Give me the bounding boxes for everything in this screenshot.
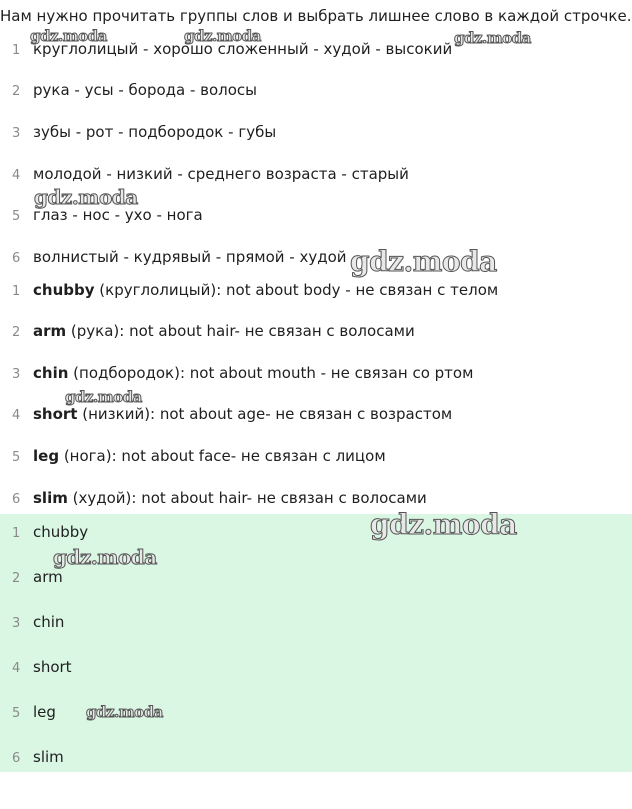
row-number: 4	[12, 168, 21, 183]
word-group-row	[12, 79, 257, 101]
odd-word: arm	[33, 322, 67, 340]
row-number: 3	[12, 126, 21, 141]
row-number: 4	[12, 661, 21, 676]
watermark: gdz.moda	[350, 245, 497, 278]
word-group-row	[12, 121, 276, 143]
word-group-text: глаз - нос - ухо - нога	[33, 206, 203, 224]
explanation-text: (круглолицый): not about body - не связан с телом	[94, 281, 499, 299]
explanation-text: (рука): not about hair- не связан с волосами	[66, 322, 415, 340]
odd-word: short	[33, 405, 78, 423]
odd-word: leg	[33, 447, 60, 465]
row-number: 5	[12, 706, 21, 721]
row-number: 6	[12, 251, 21, 266]
watermark: gdz.moda	[86, 703, 163, 721]
row-number: 3	[12, 367, 21, 382]
watermark: gdz.moda	[30, 27, 107, 45]
explanation-text: (подбородок): not about mouth - не связан со ртом	[68, 364, 474, 382]
row-number: 2	[12, 325, 21, 340]
answer-row	[12, 521, 88, 543]
row-number: 3	[12, 616, 21, 631]
answer-text: chin	[33, 613, 65, 631]
answer-text: chubby	[33, 523, 89, 541]
odd-word: chubby	[33, 281, 95, 299]
explanation-text: (низкий): not about age- не связан с возрастом	[77, 405, 453, 423]
explanation-row	[12, 445, 386, 467]
row-number: 1	[12, 284, 21, 299]
answer-row	[12, 611, 64, 633]
watermark: gdz.moda	[184, 27, 261, 45]
watermark: gdz.moda	[370, 508, 517, 541]
answer-text: short	[33, 658, 72, 676]
watermark: gdz.moda	[53, 545, 157, 569]
watermark: gdz.moda	[34, 185, 138, 209]
word-group-text: молодой - низкий - среднего возраста - старый	[33, 165, 409, 183]
answer-row	[12, 701, 56, 723]
word-group-row	[12, 246, 347, 268]
explanation-row	[12, 279, 498, 301]
word-group-row	[12, 163, 409, 185]
word-group-text: зубы - рот - подбородок - губы	[33, 123, 277, 141]
row-number: 6	[12, 751, 21, 766]
explanation-text: (нога): not about face- не связан с лицом	[59, 447, 386, 465]
task-intro: Нам нужно прочитать группы слов и выбрать лишнее слово в каждой строчке.	[0, 7, 632, 25]
answer-row	[12, 656, 72, 678]
answer-row	[12, 566, 63, 588]
watermark: gdz.moda	[454, 29, 531, 47]
row-number: 2	[12, 571, 21, 586]
row-number: 1	[12, 526, 21, 541]
answer-text: slim	[33, 748, 64, 766]
explanation-text: (худой): not about hair- не связан с волосами	[67, 489, 427, 507]
watermark: gdz.moda	[65, 388, 142, 406]
answer-row	[12, 746, 64, 768]
word-group-text: волнистый - кудрявый - прямой - худой	[33, 248, 347, 266]
answer-text: leg	[33, 703, 56, 721]
word-group-text: круглолицый - хорошо сложенный - худой - высокий	[33, 40, 453, 58]
row-number: 5	[12, 450, 21, 465]
explanation-row	[12, 487, 427, 509]
explanation-row	[12, 403, 452, 425]
row-number: 4	[12, 408, 21, 423]
row-number: 5	[12, 209, 21, 224]
odd-word: chin	[33, 364, 69, 382]
odd-word: slim	[33, 489, 68, 507]
row-number: 6	[12, 492, 21, 507]
row-number: 1	[12, 43, 21, 58]
explanation-row	[12, 320, 415, 342]
answer-text: arm	[33, 568, 63, 586]
explanation-row	[12, 362, 473, 384]
row-number: 2	[12, 84, 21, 99]
word-group-text: рука - усы - борода - волосы	[33, 81, 258, 99]
